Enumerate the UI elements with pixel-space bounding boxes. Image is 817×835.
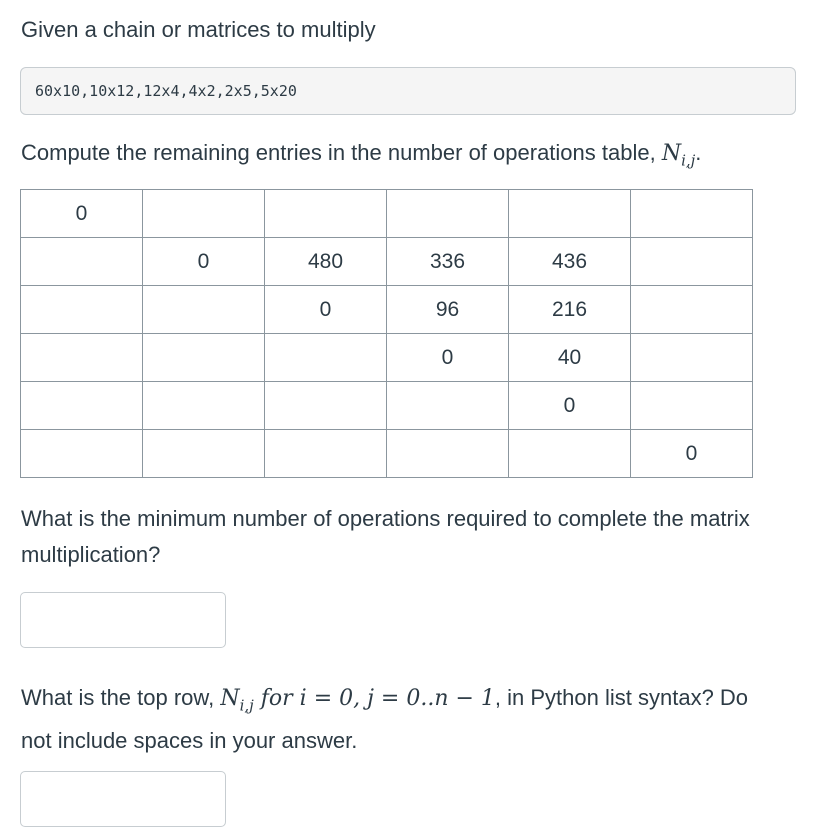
table-cell bbox=[387, 382, 509, 430]
table-cell bbox=[509, 190, 631, 238]
table-cell bbox=[265, 382, 387, 430]
intro-text: Given a chain or matrices to multiply bbox=[21, 17, 376, 42]
table-cell: 96 bbox=[387, 286, 509, 334]
table-row bbox=[21, 430, 753, 478]
table-cell bbox=[143, 190, 265, 238]
table-cell bbox=[21, 286, 143, 334]
table-cell bbox=[21, 238, 143, 286]
top-row-question-start: What is the top row, bbox=[21, 685, 221, 710]
table-cell: 0 bbox=[21, 190, 143, 238]
top-row-question-end: , in Python list syntax? Do not include spaces in your answer. bbox=[21, 685, 749, 754]
table-cell bbox=[631, 238, 753, 286]
table-cell bbox=[387, 190, 509, 238]
table-cell bbox=[143, 430, 265, 478]
table-cell: 0 bbox=[631, 430, 753, 478]
table-cell bbox=[509, 430, 631, 478]
operations-table bbox=[20, 189, 753, 478]
table-cell bbox=[21, 382, 143, 430]
table-row bbox=[21, 190, 753, 238]
table-cell bbox=[631, 334, 753, 382]
table-prompt bbox=[21, 138, 701, 175]
table-cell bbox=[265, 430, 387, 478]
prompt-period: . bbox=[695, 140, 702, 165]
table-cell bbox=[143, 382, 265, 430]
table-cell: 436 bbox=[509, 238, 631, 286]
table-cell bbox=[631, 286, 753, 334]
min-operations-answer-input[interactable] bbox=[20, 592, 226, 648]
table-cell bbox=[265, 334, 387, 382]
n-ij-symbol: $N_{i,j}$ bbox=[661, 141, 696, 170]
table-cell bbox=[631, 190, 753, 238]
table-cell: 0 bbox=[143, 238, 265, 286]
table-cell bbox=[387, 430, 509, 478]
table-cell bbox=[631, 382, 753, 430]
table-row bbox=[21, 238, 753, 286]
table-cell bbox=[143, 286, 265, 334]
table-cell: 480 bbox=[265, 238, 387, 286]
matrix-chain-code: 60x10,10x12,12x4,4x2,2x5,5x20 bbox=[20, 67, 796, 115]
table-cell bbox=[21, 430, 143, 478]
table-cell: 0 bbox=[265, 286, 387, 334]
table-cell: 0 bbox=[509, 382, 631, 430]
table-row bbox=[21, 286, 753, 334]
table-cell bbox=[265, 190, 387, 238]
table-cell: 336 bbox=[387, 238, 509, 286]
table-cell bbox=[21, 334, 143, 382]
top-row-answer-input[interactable] bbox=[20, 771, 226, 827]
table-cell: 40 bbox=[509, 334, 631, 382]
min-operations-question: What is the minimum number of operations required to complete the matrix multiplication? bbox=[21, 506, 750, 567]
top-row-question bbox=[21, 680, 781, 759]
n-ij-formula: $N_{i,j}$ for i = 0, j = 0..n − 1 bbox=[220, 686, 495, 715]
table-row bbox=[21, 334, 753, 382]
table-cell bbox=[143, 334, 265, 382]
table-cell: 0 bbox=[387, 334, 509, 382]
table-cell: 216 bbox=[509, 286, 631, 334]
prompt-text: Compute the remaining entries in the number of operations table, bbox=[21, 140, 662, 165]
table-row bbox=[21, 382, 753, 430]
